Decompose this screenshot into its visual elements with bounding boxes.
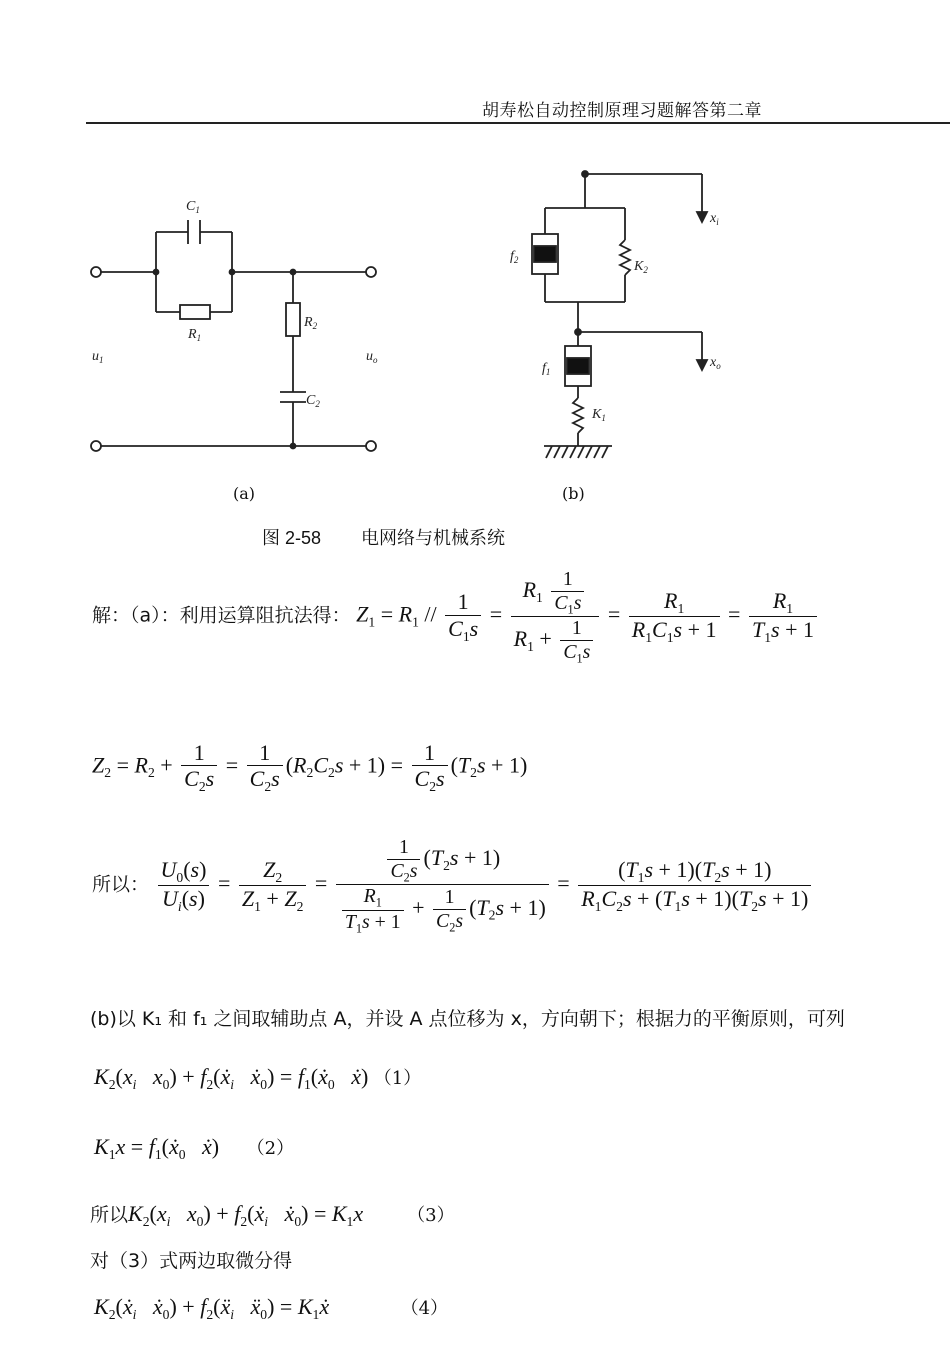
svg-text:C2: $C_2$ xyxy=(306,393,320,409)
label-k1: K xyxy=(592,407,602,422)
resistor-r2 xyxy=(286,303,300,336)
equation-z2: $Z_2 = R_2$ + $\frac{1}{C_2s}$ = $\frac{1}{C_2s}$ $(R_2C_2s + 1)$ = $\frac{1}{C_2s}$ $(T_2s + 1)$ xyxy=(92,740,528,795)
circuit-diagram-a xyxy=(91,220,376,451)
svg-text:xi: $x_i$ xyxy=(710,211,719,227)
subfigure-label-b: (b) xyxy=(562,484,585,503)
equation-2: $K_1x$ = $f_1(ẋ_0$ ẋ) （2） xyxy=(94,1134,295,1162)
mechanical-diagram-b xyxy=(532,171,707,458)
header-rule xyxy=(86,122,950,124)
page-header-title: 胡寿松自动控制原理习题解答第二章 xyxy=(482,101,762,121)
output-terminal-bottom xyxy=(366,441,376,451)
svg-text:uo: $u_o$ xyxy=(366,349,378,365)
so-label: 所以： xyxy=(92,873,150,896)
caption-number: 图 2-58 xyxy=(262,528,322,548)
label-uo: u xyxy=(366,349,373,364)
svg-text:R2: $R_2$ xyxy=(304,315,318,331)
caption-text: 电网络与机械系统 xyxy=(361,528,506,549)
spring-k1 xyxy=(573,398,583,433)
equation-transfer-function: 所以： $\frac{U_0(s)}{U_i(s)}$ = $\frac{Z_2}{Z_1 + Z_2}$ = $\frac{1}{C_2s}$ $(T_2s + 1)$ $\frac{R_1}{T_1s + 1}$ + $\frac{1}{C_2s}$ $(T_2s + 1)$ = $\frac{(T_1s + 1)(T_2s + 1)}{R_1C_2s + (T_1s + 1)(T_2s + 1)}$ xyxy=(92,836,814,935)
equation-number-3: （3） xyxy=(407,1205,455,1226)
figure-caption xyxy=(262,524,505,550)
solution-intro-a: 解：（a）：利用运算阻抗法得： xyxy=(92,604,351,627)
label-f1: f xyxy=(542,361,546,376)
svg-text:u1: $u_1$ xyxy=(92,349,104,365)
svg-text:xo: $x_o$ xyxy=(710,355,721,371)
resistor-r1 xyxy=(180,305,210,319)
svg-text:f1: $f_1$ xyxy=(542,361,551,377)
input-terminal-top xyxy=(91,267,101,277)
spring-k2 xyxy=(620,240,630,275)
equation-number-1: （1） xyxy=(373,1068,422,1089)
label-xi: x xyxy=(710,211,717,226)
svg-text:f2: $f_2$ xyxy=(510,249,519,265)
label-xo: x xyxy=(710,355,717,370)
equation-3: 所以$K_2(x_i$ $x_0$) + $f_2(ẋ_i$ ẋ$_0$) = $K_1x$ （3） xyxy=(90,1201,455,1229)
svg-text:R1: $R_1$ xyxy=(188,327,202,343)
label-c1: C xyxy=(186,199,196,214)
equation-1: $K_2(x_i$ $x_0$) + $f_2(ẋ_i$ ẋ$_0$) = $f_1(ẋ_0$ ẋ) （1） xyxy=(94,1064,422,1092)
label-c2: C xyxy=(306,393,316,408)
equation-4: $K_2(ẋ_i$ ẋ$_0$) + $f_2(ẍ_i$ ẍ$_0$) = $K_1ẋ$ （4） xyxy=(94,1294,449,1322)
output-terminal-top xyxy=(366,267,376,277)
label-r2: R xyxy=(304,315,313,330)
figure-2-58 xyxy=(80,160,740,480)
label-k2: K xyxy=(634,259,644,274)
svg-text:C1: $C_1$ xyxy=(186,199,200,215)
svg-text:K1: $K_1$ xyxy=(592,407,606,423)
subfigure-label-a: (a) xyxy=(233,484,256,503)
input-terminal-bottom xyxy=(91,441,101,451)
part-b-text: (b)以 K₁ 和 f₁ 之间取辅助点 A，并设 A 点位移为 x，方向朝下；根据力的平衡原则，可列 xyxy=(90,1008,845,1030)
label-f2: f xyxy=(510,249,514,264)
svg-text:K2: $K_2$ xyxy=(634,259,648,275)
label-ui: u xyxy=(92,349,99,364)
equation-z1: 解：（a）：利用运算阻抗法得： $Z_1 = R_1$ // $\frac{1}{C_1s}$ = $R_1$ $\frac{1}{C_1s}$ $R_1$ + $\frac{1}{C_1s}$ = $\frac{R_1}{R_1C_1s + 1}$ = $\frac{R_1}{T_1s + 1}$ xyxy=(92,568,820,665)
equation-number-4: （4） xyxy=(400,1298,449,1319)
equation-number-2: （2） xyxy=(246,1138,295,1159)
differentiate-text: 对（3）式两边取微分得 xyxy=(90,1250,293,1272)
label-r1: R xyxy=(188,327,197,342)
